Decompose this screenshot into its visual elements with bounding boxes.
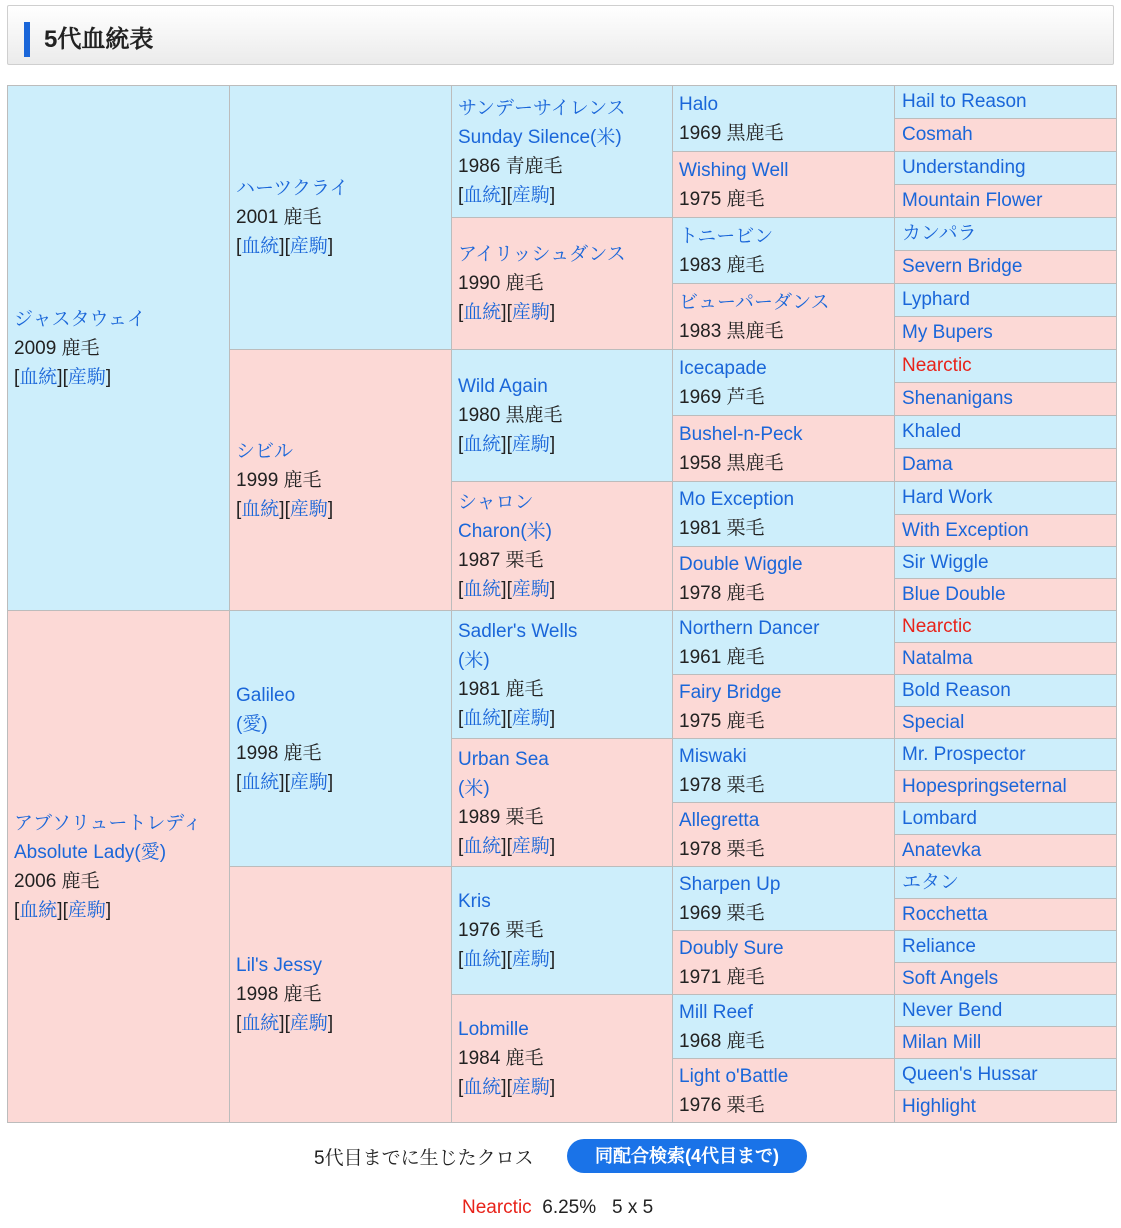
horse-name-link[interactable]: Northern Dancer xyxy=(679,617,820,639)
offspring-link[interactable]: 産駒 xyxy=(511,579,550,600)
same-mating-search-button[interactable]: 同配合検索(4代目まで) xyxy=(567,1139,807,1173)
horse-info: 1998 鹿毛 xyxy=(236,984,322,1005)
pedigree-cell-gen5 xyxy=(895,185,1117,218)
horse-links: [血統][産駒] xyxy=(14,899,112,921)
horse-links: [血統][産駒] xyxy=(236,498,334,520)
pedigree-cell-gen4 xyxy=(673,218,895,284)
horse-info: 1984 鹿毛 xyxy=(458,1048,544,1069)
offspring-link[interactable]: 産駒 xyxy=(511,434,550,455)
horse-name-link[interactable]: Mill Reef xyxy=(679,1001,753,1023)
horse-name-link[interactable]: Wild Again xyxy=(458,376,548,397)
horse-info: 1976 栗毛 xyxy=(679,1094,765,1116)
horse-name-link[interactable]: ハーツクライ xyxy=(236,178,349,199)
horse-name-link[interactable]: Urban Sea xyxy=(458,748,549,770)
horse-links: [血統][産駒] xyxy=(458,302,556,323)
horse-links: [血統][産駒] xyxy=(458,1077,556,1098)
horse-name-link[interactable]: Hard Work xyxy=(902,487,993,508)
horse-name-link[interactable]: アイリッシュダンス xyxy=(458,244,626,265)
horse-info: 1969 栗毛 xyxy=(679,902,765,924)
horse-name-link[interactable]: Severn Bridge xyxy=(902,256,1023,277)
horse-info: 1981 鹿毛 xyxy=(458,678,544,700)
horse-name-link[interactable]: Nearctic xyxy=(902,355,972,376)
pedigree-cell-gen4 xyxy=(673,867,895,931)
pedigree-cell-gen3 xyxy=(452,350,673,482)
horse-alt-name[interactable]: (米) xyxy=(458,649,490,671)
pedigree-cell-gen4 xyxy=(673,86,895,152)
horse-name-link[interactable]: Anatevka xyxy=(902,839,982,861)
horse-name-link[interactable]: Milan Mill xyxy=(902,1031,982,1053)
horse-alt-name[interactable]: (愛) xyxy=(236,713,268,735)
horse-name-link[interactable]: With Exception xyxy=(902,519,1029,541)
horse-name-link[interactable]: ビューパーダンス xyxy=(679,291,830,313)
horse-info: 1989 栗毛 xyxy=(458,806,544,828)
header-accent-bar xyxy=(24,22,30,57)
pedigree-cell-gen4 xyxy=(673,675,895,739)
horse-alt-name[interactable]: Charon(米) xyxy=(458,521,552,542)
horse-info: 1971 鹿毛 xyxy=(679,966,765,988)
horse-info: 1961 鹿毛 xyxy=(679,646,765,668)
horse-name-link[interactable]: Light o'Battle xyxy=(679,1065,789,1087)
horse-name-link[interactable]: My Bupers xyxy=(902,322,993,343)
pedigree-cell-gen3 xyxy=(452,611,673,739)
horse-info: 1980 黒鹿毛 xyxy=(458,405,563,426)
horse-name-link[interactable]: アブソリュートレディ xyxy=(14,812,202,834)
pedigree-cell-gen5 xyxy=(895,547,1117,579)
pedigree-cell-gen5 xyxy=(895,803,1117,835)
horse-links: [血統][産駒] xyxy=(458,835,556,857)
pedigree-cell-gen5 xyxy=(895,1091,1117,1123)
pedigree-cell-gen5 xyxy=(895,931,1117,963)
pedigree-cell-gen5 xyxy=(895,995,1117,1027)
offspring-link[interactable]: 産駒 xyxy=(67,899,106,921)
horse-info: 1975 鹿毛 xyxy=(679,188,765,210)
cross-ratio: 5 x 5 xyxy=(611,1197,654,1218)
pedigree-link[interactable]: 血統 xyxy=(19,899,58,921)
horse-info: 1983 鹿毛 xyxy=(679,254,765,276)
pedigree-cell-gen4 xyxy=(673,739,895,803)
pedigree-cell-gen5 xyxy=(895,86,1117,119)
pedigree-cell-gen5 xyxy=(895,739,1117,771)
horse-info: 1986 青鹿毛 xyxy=(458,155,563,177)
horse-name-link[interactable]: Lombard xyxy=(902,807,977,829)
pedigree-cell-gen3 xyxy=(452,995,673,1123)
horse-info: 1958 黒鹿毛 xyxy=(679,452,784,474)
offspring-link[interactable]: 産駒 xyxy=(511,1077,550,1098)
horse-name-link[interactable]: Cosmah xyxy=(902,124,973,145)
pedigree-cell-gen5 xyxy=(895,867,1117,899)
pedigree-cell-gen2 xyxy=(230,611,452,867)
pedigree-cell-gen3 xyxy=(452,867,673,995)
horse-links: [血統][産駒] xyxy=(14,366,112,388)
pedigree-link[interactable]: 血統 xyxy=(463,434,502,455)
horse-name-link[interactable]: Allegretta xyxy=(679,809,760,831)
pedigree-link[interactable]: 血統 xyxy=(19,366,58,388)
pedigree-row xyxy=(8,86,1117,119)
pedigree-cell-gen4 xyxy=(673,1059,895,1123)
pedigree-row xyxy=(8,611,1117,643)
pedigree-cell-gen5 xyxy=(895,317,1117,350)
pedigree-link[interactable]: 血統 xyxy=(463,302,502,323)
pedigree-cell-gen1 xyxy=(8,611,230,1123)
pedigree-cell-gen2 xyxy=(230,86,452,350)
horse-name-link[interactable]: Sir Wiggle xyxy=(902,551,989,573)
pedigree-cell-gen5 xyxy=(895,119,1117,152)
pedigree-cell-gen2 xyxy=(230,867,452,1123)
horse-name-link[interactable]: サンデーサイレンス xyxy=(458,97,626,119)
pedigree-cell-gen3 xyxy=(452,86,673,218)
pedigree-link[interactable]: 血統 xyxy=(463,579,502,600)
horse-name-link[interactable]: ジャスタウェイ xyxy=(14,308,146,330)
pedigree-cell-gen5 xyxy=(895,350,1117,383)
pedigree-cell-gen5 xyxy=(895,515,1117,547)
horse-name-link[interactable]: Sharpen Up xyxy=(679,873,781,895)
horse-name-link[interactable]: Kris xyxy=(458,891,491,912)
horse-name-link[interactable]: Doubly Sure xyxy=(679,937,784,959)
horse-info: 1983 黒鹿毛 xyxy=(679,320,784,342)
offspring-link[interactable]: 産駒 xyxy=(289,771,328,793)
pedigree-cell-gen5 xyxy=(895,416,1117,449)
horse-links: [血統][産駒] xyxy=(236,236,334,257)
pedigree-link[interactable]: 血統 xyxy=(463,184,502,206)
horse-name-link[interactable]: Queen's Hussar xyxy=(902,1063,1038,1085)
horse-info: 1978 鹿毛 xyxy=(679,582,765,604)
horse-links: [血統][産駒] xyxy=(236,771,334,793)
pedigree-cell-gen5 xyxy=(895,449,1117,482)
pedigree-link[interactable]: 血統 xyxy=(241,498,280,520)
cross-horse-link[interactable]: Nearctic xyxy=(462,1197,532,1218)
horse-links: [血統][産駒] xyxy=(458,184,556,206)
pedigree-link[interactable]: 血統 xyxy=(463,949,502,970)
horse-alt-name[interactable]: (米) xyxy=(458,777,490,799)
horse-links: [血統][産駒] xyxy=(236,1013,334,1034)
cross-percent: 6.25% xyxy=(542,1197,597,1218)
horse-name-link[interactable]: Nearctic xyxy=(902,615,972,637)
horse-name-link[interactable]: トニービン xyxy=(679,225,774,247)
cross-result xyxy=(462,1197,653,1219)
pedigree-cell-gen4 xyxy=(673,547,895,611)
pedigree-link[interactable]: 血統 xyxy=(241,236,280,257)
pedigree-cell-gen5 xyxy=(895,771,1117,803)
pedigree-cell-gen3 xyxy=(452,739,673,867)
horse-name-link[interactable]: Bold Reason xyxy=(902,679,1011,701)
horse-name-link[interactable]: Halo xyxy=(679,93,719,115)
horse-name-link[interactable]: エタン xyxy=(902,871,960,893)
pedigree-cell-gen5 xyxy=(895,383,1117,416)
horse-name-link[interactable]: Fairy Bridge xyxy=(679,681,782,703)
horse-info: 2009 鹿毛 xyxy=(14,337,100,359)
horse-name-link[interactable]: Double Wiggle xyxy=(679,553,803,575)
horse-name-link[interactable]: Mo Exception xyxy=(679,489,795,510)
pedigree-cell-gen3 xyxy=(452,218,673,350)
horse-alt-name[interactable]: Absolute Lady(愛) xyxy=(14,841,167,863)
pedigree-cell-gen5 xyxy=(895,579,1117,611)
offspring-link[interactable]: 産駒 xyxy=(289,498,328,520)
cross-label: 5代目までに生じたクロス xyxy=(314,1148,534,1169)
horse-info: 1987 栗毛 xyxy=(458,550,544,571)
horse-name-link[interactable]: Hopespringseternal xyxy=(902,775,1067,797)
horse-links: [血統][産駒] xyxy=(458,949,556,970)
horse-info: 1968 鹿毛 xyxy=(679,1030,765,1052)
horse-name-link[interactable]: Natalma xyxy=(902,647,973,669)
pedigree-cell-gen3 xyxy=(452,482,673,611)
horse-info: 1981 栗毛 xyxy=(679,518,765,539)
section-header xyxy=(7,5,1114,65)
horse-name-link[interactable]: Mountain Flower xyxy=(902,190,1043,211)
pedigree-cell-gen5 xyxy=(895,218,1117,251)
horse-name-link[interactable]: Dama xyxy=(902,454,953,475)
pedigree-cell-gen5 xyxy=(895,482,1117,515)
horse-name-link[interactable]: Highlight xyxy=(902,1095,976,1117)
pedigree-cell-gen2 xyxy=(230,350,452,611)
offspring-link[interactable]: 産駒 xyxy=(511,835,550,857)
horse-info: 1990 鹿毛 xyxy=(458,273,544,294)
horse-links: [血統][産駒] xyxy=(458,434,556,455)
horse-info: 1978 栗毛 xyxy=(679,774,765,796)
pedigree-cell-gen5 xyxy=(895,899,1117,931)
horse-name-link[interactable]: シャロン xyxy=(458,492,534,513)
horse-name-link[interactable]: Galileo xyxy=(236,684,296,706)
pedigree-cell-gen5 xyxy=(895,152,1117,185)
pedigree-cell-gen5 xyxy=(895,963,1117,995)
pedigree-link[interactable]: 血統 xyxy=(241,1013,280,1034)
pedigree-cell-gen4 xyxy=(673,284,895,350)
horse-name-link[interactable]: Reliance xyxy=(902,935,976,957)
horse-info: 2001 鹿毛 xyxy=(236,207,322,228)
horse-name-link[interactable]: Blue Double xyxy=(902,583,1006,605)
offspring-link[interactable]: 産駒 xyxy=(511,302,550,323)
horse-links: [血統][産駒] xyxy=(458,579,556,600)
pedigree-cell-gen4 xyxy=(673,803,895,867)
pedigree-cell-gen4 xyxy=(673,995,895,1059)
pedigree-link[interactable]: 血統 xyxy=(241,771,280,793)
pedigree-cell-gen5 xyxy=(895,611,1117,643)
section-title: 5代血統表 xyxy=(44,26,154,53)
pedigree-cell-gen5 xyxy=(895,1027,1117,1059)
horse-links: [血統][産駒] xyxy=(458,707,556,729)
horse-name-link[interactable]: Miswaki xyxy=(679,745,747,767)
offspring-link[interactable]: 産駒 xyxy=(511,184,550,206)
horse-info: 1976 栗毛 xyxy=(458,920,544,941)
pedigree-link[interactable]: 血統 xyxy=(463,707,502,729)
horse-info: 2006 鹿毛 xyxy=(14,870,100,892)
pedigree-cell-gen4 xyxy=(673,152,895,218)
pedigree-cell-gen4 xyxy=(673,416,895,482)
pedigree-cell-gen5 xyxy=(895,284,1117,317)
horse-info: 1969 黒鹿毛 xyxy=(679,122,784,144)
pedigree-cell-gen5 xyxy=(895,643,1117,675)
pedigree-cell-gen4 xyxy=(673,482,895,547)
horse-name-link[interactable]: Rocchetta xyxy=(902,903,988,925)
pedigree-cell-gen4 xyxy=(673,611,895,675)
horse-info: 1998 鹿毛 xyxy=(236,742,322,764)
horse-name-link[interactable]: Hail to Reason xyxy=(902,91,1027,112)
horse-name-link[interactable]: Icecapade xyxy=(679,357,767,379)
pedigree-cell-gen5 xyxy=(895,707,1117,739)
horse-info: 1969 芦毛 xyxy=(679,386,765,408)
pedigree-cell-gen5 xyxy=(895,1059,1117,1091)
pedigree-cell-gen5 xyxy=(895,251,1117,284)
horse-name-link[interactable]: Understanding xyxy=(902,157,1026,178)
pedigree-cell-gen1 xyxy=(8,86,230,611)
offspring-link[interactable]: 産駒 xyxy=(289,1013,328,1034)
pedigree-table xyxy=(7,85,1117,1123)
pedigree-link[interactable]: 血統 xyxy=(463,835,502,857)
horse-name-link[interactable]: Lyphard xyxy=(902,289,970,310)
horse-name-link[interactable]: Bushel-n-Peck xyxy=(679,423,803,445)
offspring-link[interactable]: 産駒 xyxy=(289,236,328,257)
pedigree-cell-gen5 xyxy=(895,675,1117,707)
offspring-link[interactable]: 産駒 xyxy=(511,707,550,729)
horse-name-link[interactable]: Lobmille xyxy=(458,1019,529,1040)
horse-name-link[interactable]: Special xyxy=(902,711,965,733)
horse-name-link[interactable]: Mr. Prospector xyxy=(902,743,1026,765)
horse-alt-name[interactable]: Sunday Silence(米) xyxy=(458,126,622,148)
horse-name-link[interactable]: Khaled xyxy=(902,421,962,442)
pedigree-link[interactable]: 血統 xyxy=(463,1077,502,1098)
pedigree-cell-gen4 xyxy=(673,350,895,416)
horse-info: 1978 栗毛 xyxy=(679,838,765,860)
horse-name-link[interactable]: Wishing Well xyxy=(679,159,789,181)
horse-name-link[interactable]: Lil's Jessy xyxy=(236,955,322,976)
horse-info: 1999 鹿毛 xyxy=(236,469,322,491)
pedigree-cell-gen4 xyxy=(673,931,895,995)
horse-name-link[interactable]: Shenanigans xyxy=(902,388,1013,409)
horse-name-link[interactable]: Sadler's Wells xyxy=(458,620,578,642)
horse-name-link[interactable]: Never Bend xyxy=(902,999,1003,1021)
horse-name-link[interactable]: カンパラ xyxy=(902,223,977,244)
horse-info: 1975 鹿毛 xyxy=(679,710,765,732)
pedigree-cell-gen5 xyxy=(895,835,1117,867)
horse-name-link[interactable]: Soft Angels xyxy=(902,967,999,989)
horse-name-link[interactable]: シビル xyxy=(236,440,294,462)
offspring-link[interactable]: 産駒 xyxy=(511,949,550,970)
offspring-link[interactable]: 産駒 xyxy=(67,366,106,388)
